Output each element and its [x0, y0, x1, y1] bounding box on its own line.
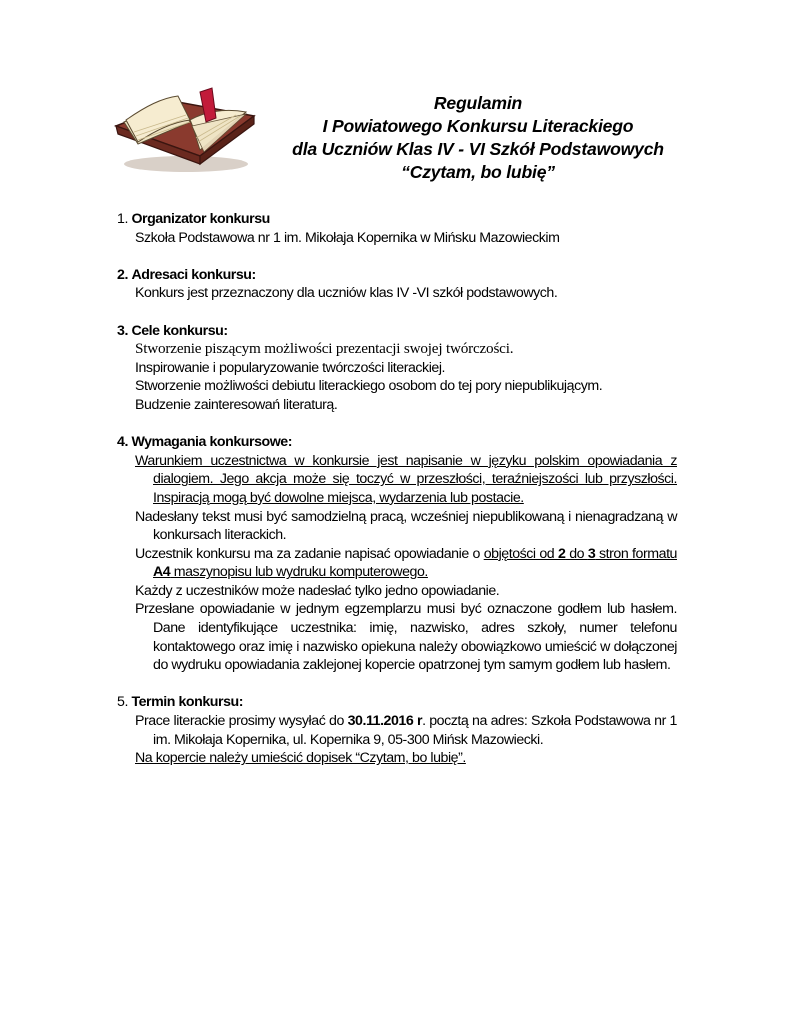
requirement-text: Uczestnik konkursu ma za zadanie napisać opowiadanie o — [135, 545, 484, 562]
section-deadline — [117, 693, 677, 767]
requirement-paragraph — [117, 545, 677, 582]
section-number: 3. — [117, 322, 128, 339]
section-addressees — [117, 266, 677, 303]
title-line-4: “Czytam, bo lubię” — [401, 162, 555, 182]
goal-item: Stworzenie piszącym możliwości prezentacji swojej twórczości. — [135, 340, 514, 358]
section-organizer — [117, 210, 677, 247]
goal-item: Stworzenie możliwości debiutu literackiego osobom do tej pory niepublikującym. — [135, 378, 603, 395]
title-line-3: dla Uczniów Klas IV - VI Szkół Podstawowych — [292, 139, 664, 159]
document-body — [117, 210, 677, 786]
section-number: 4. — [117, 434, 128, 451]
section-number: 5. — [117, 694, 128, 711]
volume-min: 2 — [558, 545, 566, 562]
section-requirements — [117, 433, 677, 675]
document-title — [268, 92, 688, 184]
deadline-text: Prace literackie prosimy wysyłać do — [135, 713, 348, 730]
goal-item: Budzenie zainteresowań literaturą. — [135, 396, 338, 413]
section-heading — [117, 433, 677, 452]
section-number: 2. — [117, 266, 128, 283]
title-line-1: Regulamin — [433, 93, 523, 113]
volume-label: objętości od — [483, 545, 558, 562]
format-suffix: maszynopisu lub wydruku komputerowego. — [170, 564, 428, 581]
format-label: stron formatu — [595, 545, 677, 562]
section-goals — [117, 322, 677, 415]
address-text: . pocztą na adres: Szkoła Podstawowa nr 1 im. Mikołaja Kopernika, ul. Kopernika 9, 05-300 Mińsk Mazowiecki. — [153, 713, 677, 748]
envelope-note: Na kopercie należy umieścić dopisek “Czytam, bo lubię”. — [135, 750, 466, 767]
addressees-text: Konkurs jest przeznaczony dla uczniów klas IV -VI szkół podstawowych. — [135, 285, 558, 302]
deadline-paragraph — [117, 712, 677, 749]
title-line-2: I Powiatowego Konkursu Literackiego — [322, 116, 634, 136]
goal-item: Inspirowanie i popularyzowanie twórczości literackiej. — [135, 359, 446, 376]
section-heading — [117, 210, 677, 229]
requirement-paragraph: Każdy z uczestników może nadesłać tylko jedno opowiadanie. — [135, 582, 500, 599]
deadline-date: 30.11.2016 r — [347, 713, 423, 730]
requirement-paragraph: Przesłane opowiadanie w jednym egzemplarzu musi być oznaczone godłem lub hasłem. Dane identyfikujące uczestnika: imię, nazwisko, adres szkoły, numer telefonu kontaktowego oraz imię i nazwisko opiekuna należy obowiązkowo umieścić w dołączonej do wydruku opowiadania zaklejonej kopercie opatrzonej tym samym godłem lub hasłem. — [135, 601, 677, 674]
open-book-icon — [108, 82, 258, 174]
section-title: Adresaci konkursu: — [131, 266, 256, 283]
section-title: Organizator konkursu — [131, 211, 270, 227]
organizer-text: Szkoła Podstawowa nr 1 im. Mikołaja Kopernika w Mińsku Mazowieckim — [135, 229, 560, 246]
section-title: Cele konkursu: — [131, 322, 228, 339]
requirement-paragraph: Warunkiem uczestnictwa w konkursie jest napisanie w języku polskim opowiadania z dialogiem. Jego akcja może się toczyć w przeszłości, teraźniejszości lub przyszłości. Inspiracją mogą być dowolne miejsca, wydarzenia lub postacie. — [135, 452, 677, 506]
section-title: Wymagania konkursowe: — [131, 434, 293, 451]
section-heading — [117, 693, 677, 712]
section-title: Termin konkursu: — [131, 694, 244, 711]
volume-max: 3 — [587, 545, 596, 562]
requirement-paragraph: Nadesłany tekst musi być samodzielną pracą, wcześniej niepublikowaną i nienagradzaną w konkursach literackich. — [135, 508, 677, 544]
section-heading — [117, 322, 677, 341]
section-heading — [117, 266, 677, 285]
format-value: A4 — [153, 564, 171, 581]
volume-conjunction: do — [565, 545, 588, 562]
section-number: 1. — [117, 211, 128, 227]
